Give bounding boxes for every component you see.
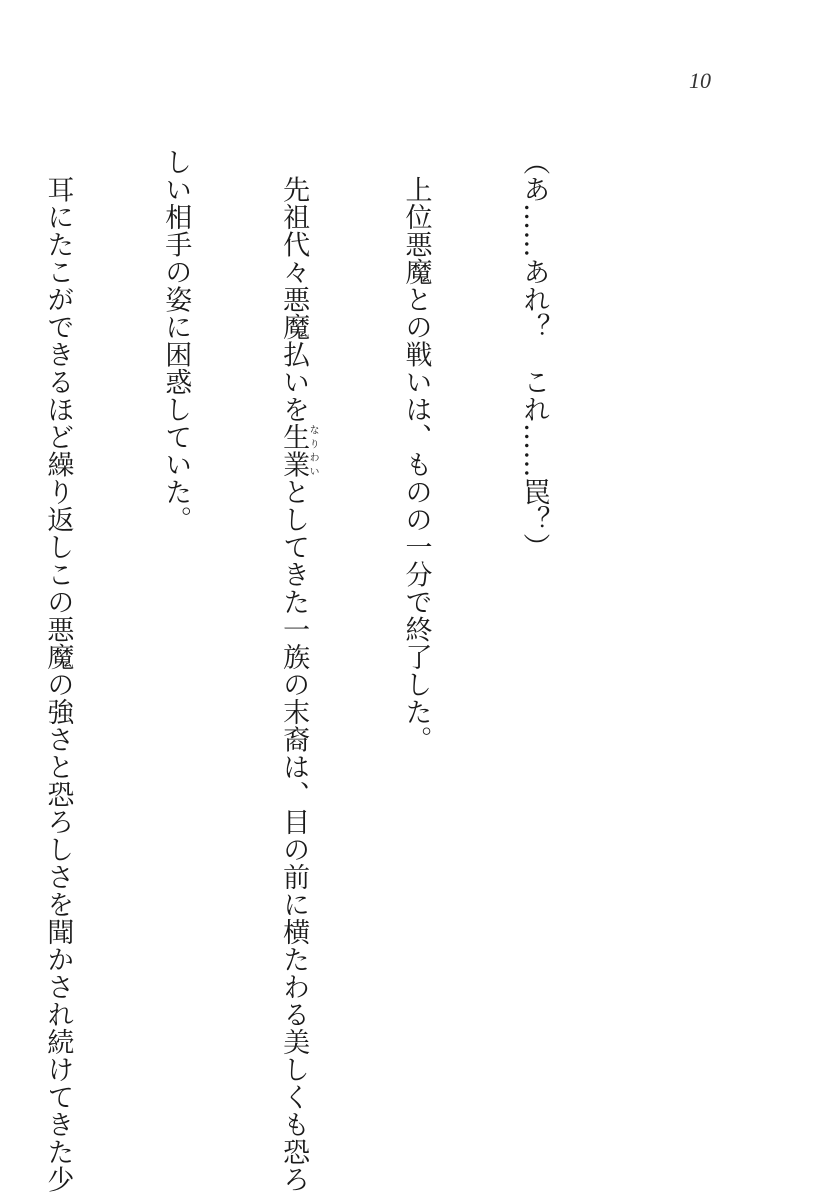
text-line-5: 耳にたこができるほど繰り返しこの悪魔の強さと恐ろしさを聞かされ続けてきた少 <box>42 148 74 1193</box>
text-line-3-with-ruby <box>274 148 319 1193</box>
ruby-base: 生業 <box>278 423 310 478</box>
novel-text-block <box>0 148 632 1193</box>
text-line-1: （あ……あれ？ これ……罠？） <box>518 148 550 561</box>
text-line-2: 上位悪魔との戦いは、ものの一分で終了した。 <box>400 148 432 753</box>
text-line-3-part-a: 先祖代々悪魔払いを <box>278 148 310 423</box>
text-line-4: しい相手の姿に困惑していた。 <box>160 148 192 533</box>
ruby-reading: なりわい <box>307 423 319 478</box>
page-number: 10 <box>689 68 711 93</box>
ruby-annotation <box>278 423 319 478</box>
text-line-3-part-b: としてきた一族の末裔は、目の前に横たわる美しくも恐ろ <box>278 478 310 1193</box>
